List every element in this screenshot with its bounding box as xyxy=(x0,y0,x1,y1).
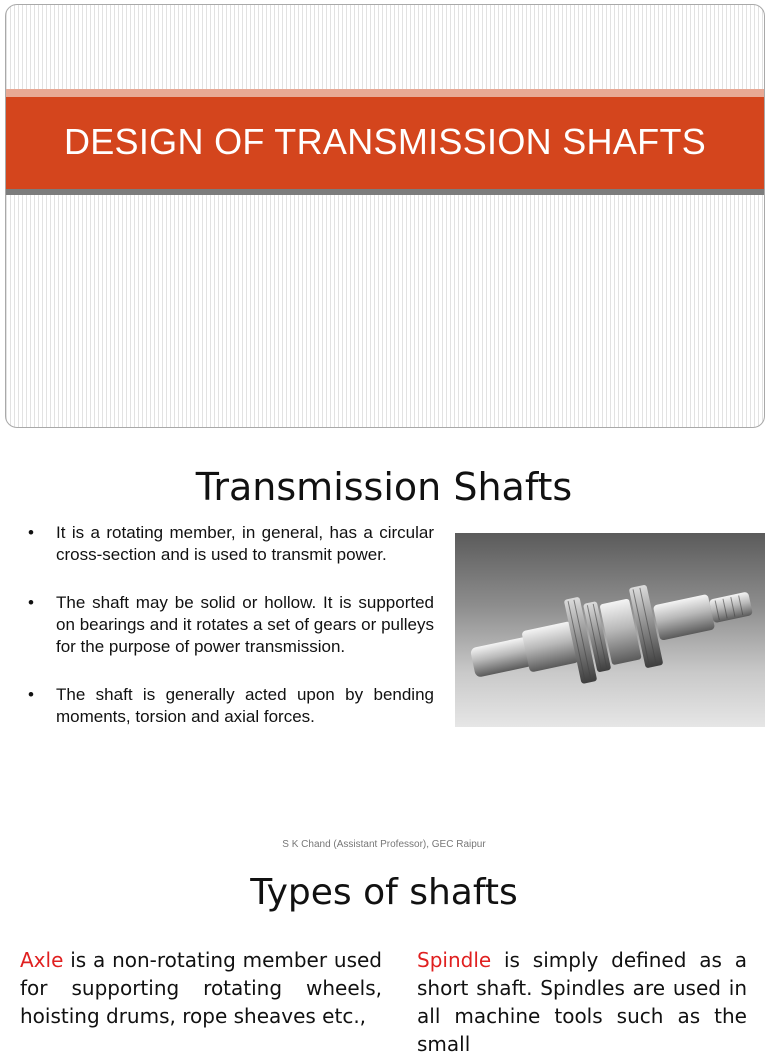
bullet-text: The shaft is generally acted upon by bending moments, torsion and axial forces. xyxy=(56,685,434,726)
slide-footer: S K Chand (Assistant Professor), GEC Raipur xyxy=(282,839,486,850)
bullet-icon: • xyxy=(28,593,34,612)
spindle-text: is simply defined as a short shaft. Spindles are used in all machine tools such as the small xyxy=(417,948,747,1056)
title-slide xyxy=(5,4,765,428)
slide-title-transmission-shafts: Transmission Shafts xyxy=(195,465,573,509)
bullet-icon: • xyxy=(28,685,34,704)
axle-description xyxy=(20,946,382,1030)
axle-term: Axle xyxy=(20,948,64,972)
shaft-photo xyxy=(455,533,765,727)
bullet-text: It is a rotating member, in general, has a circular cross-section and is used to transmit power. xyxy=(56,523,434,564)
spindle-term: Spindle xyxy=(417,948,492,972)
title-band-top-stripe xyxy=(6,89,764,97)
slide-title-types-of-shafts: Types of shafts xyxy=(250,872,518,913)
bullet-list xyxy=(28,522,434,754)
axle-text: is a non-rotating member used for supporting rotating wheels, hoisting drums, rope sheaves etc., xyxy=(20,948,382,1028)
title-band-bottom-stripe xyxy=(6,189,764,195)
bullet-item xyxy=(28,684,434,728)
shaft-illustration xyxy=(455,533,765,727)
bullet-item xyxy=(28,522,434,566)
deck-title: DESIGN OF TRANSMISSION SHAFTS xyxy=(63,121,707,162)
bullet-item xyxy=(28,592,434,658)
bullet-text: The shaft may be solid or hollow. It is supported on bearings and it rotates a set of gears or pulleys for the purpose of power transmission. xyxy=(56,593,434,656)
bullet-icon: • xyxy=(28,523,34,542)
spindle-description xyxy=(417,946,747,1058)
